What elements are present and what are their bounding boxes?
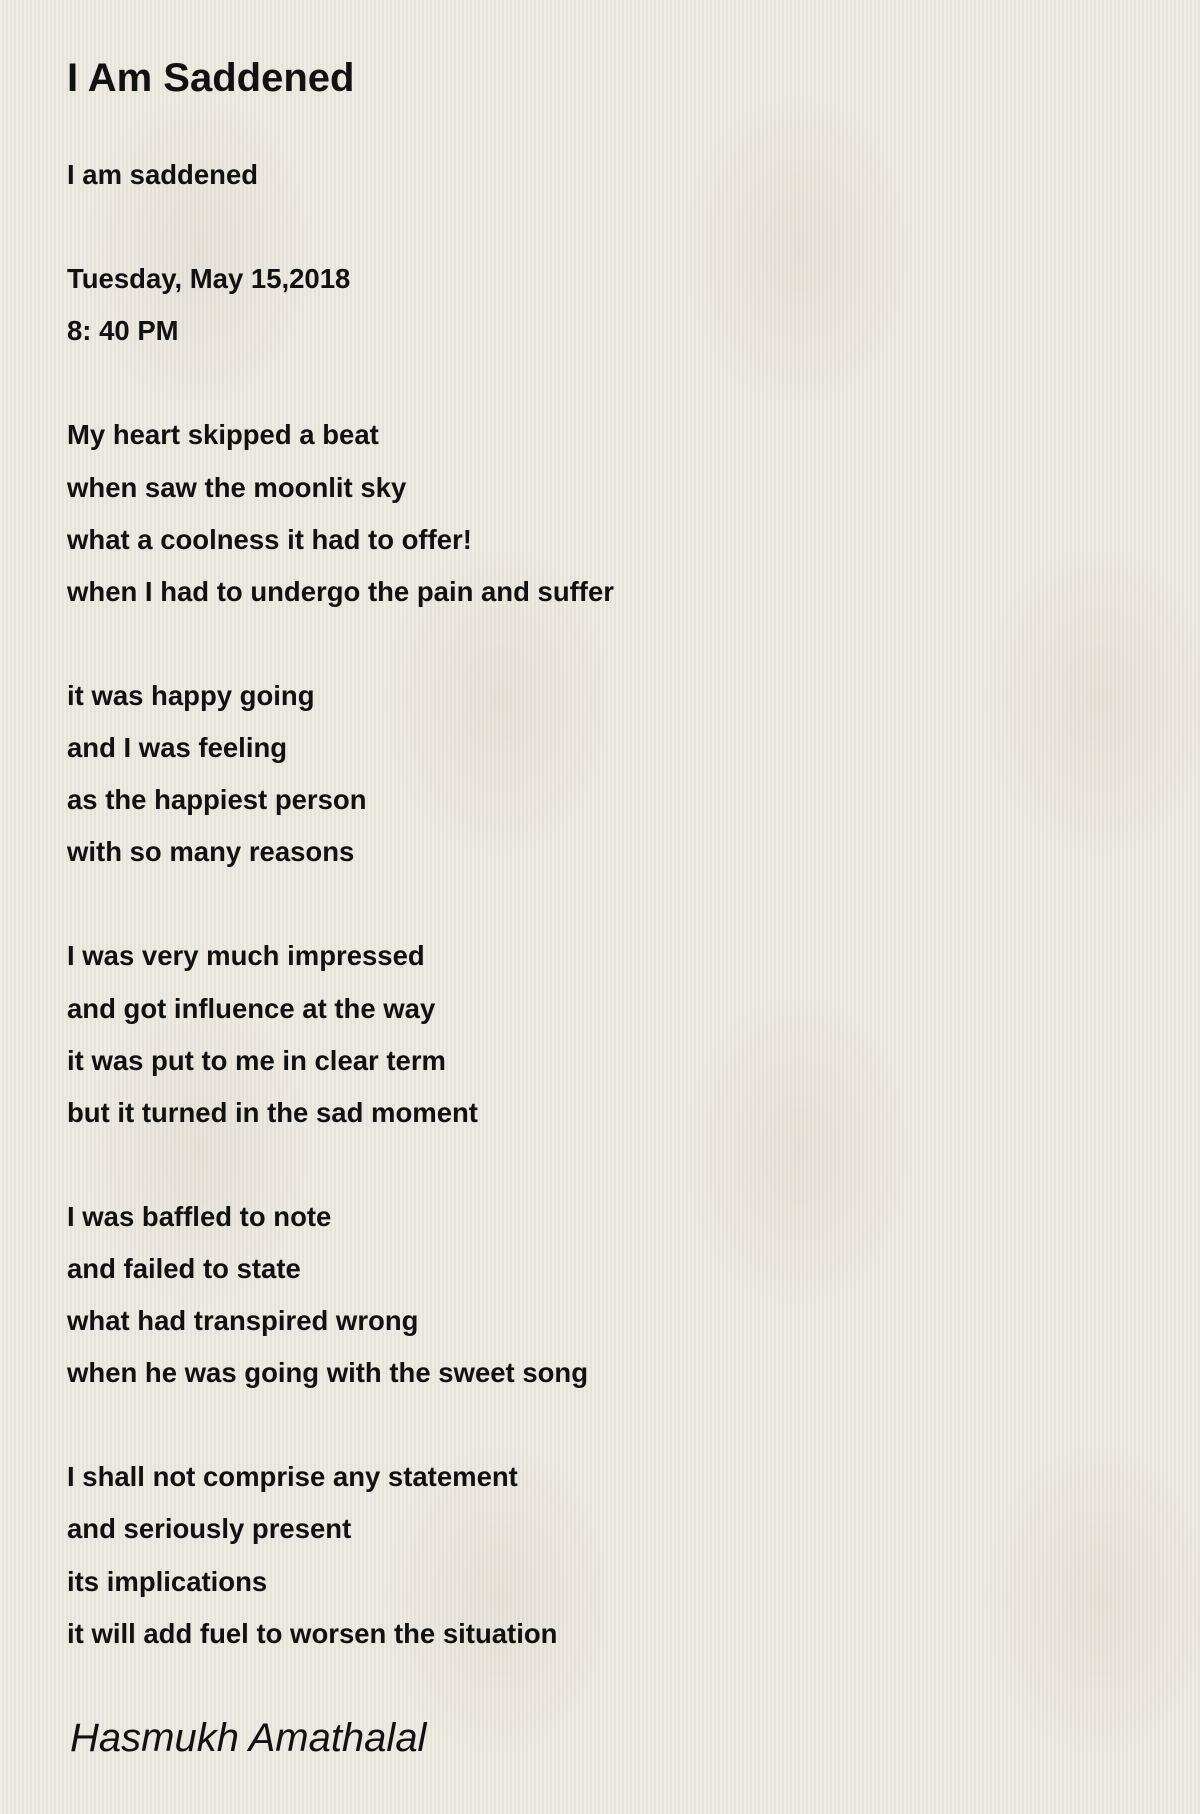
stanza-break <box>67 1139 614 1191</box>
poem-line: but it turned in the sad moment <box>67 1096 478 1128</box>
poem-line: I am saddened <box>67 159 259 190</box>
poem-line: it was happy going <box>67 679 315 711</box>
stanza-break <box>67 878 614 930</box>
stanza-break <box>67 357 614 409</box>
poem-line: its implications <box>67 1565 268 1597</box>
poem-line: when I had to undergo the pain and suffer <box>67 575 614 607</box>
poem-line: what had transpired wrong <box>67 1305 419 1337</box>
poem-line: when saw the moonlit sky <box>67 471 407 503</box>
poem-line: and seriously present <box>67 1513 352 1545</box>
author-name: Hasmukh Amathalal <box>70 1716 427 1760</box>
poem-line: 8: 40 PM <box>67 315 179 347</box>
poem-line: I was baffled to note <box>67 1200 332 1232</box>
stanza-break <box>67 201 614 253</box>
poem-title: I Am Saddened <box>67 56 355 100</box>
poem-line: My heart skipped a beat <box>67 419 379 451</box>
poem-line: with so many reasons <box>67 836 355 868</box>
poem-line: and got influence at the way <box>67 992 436 1024</box>
poem-body <box>67 149 614 1660</box>
poem-line: it was put to me in clear term <box>67 1044 446 1076</box>
stanza-break <box>67 1399 614 1451</box>
poem-line: when he was going with the sweet song <box>67 1357 589 1389</box>
poem-line: it will add fuel to worsen the situation <box>67 1617 558 1649</box>
poem-line: what a coolness it had to offer! <box>67 523 472 555</box>
poem-line: as the happiest person <box>67 784 367 816</box>
stanza-break <box>67 618 614 670</box>
poem-line: and failed to state <box>67 1252 301 1284</box>
poem-line: I was very much impressed <box>67 940 425 972</box>
poem-line: I shall not comprise any statement <box>67 1461 518 1493</box>
poem-line: and I was feeling <box>67 732 288 764</box>
poem-line: Tuesday, May 15,2018 <box>67 263 351 295</box>
